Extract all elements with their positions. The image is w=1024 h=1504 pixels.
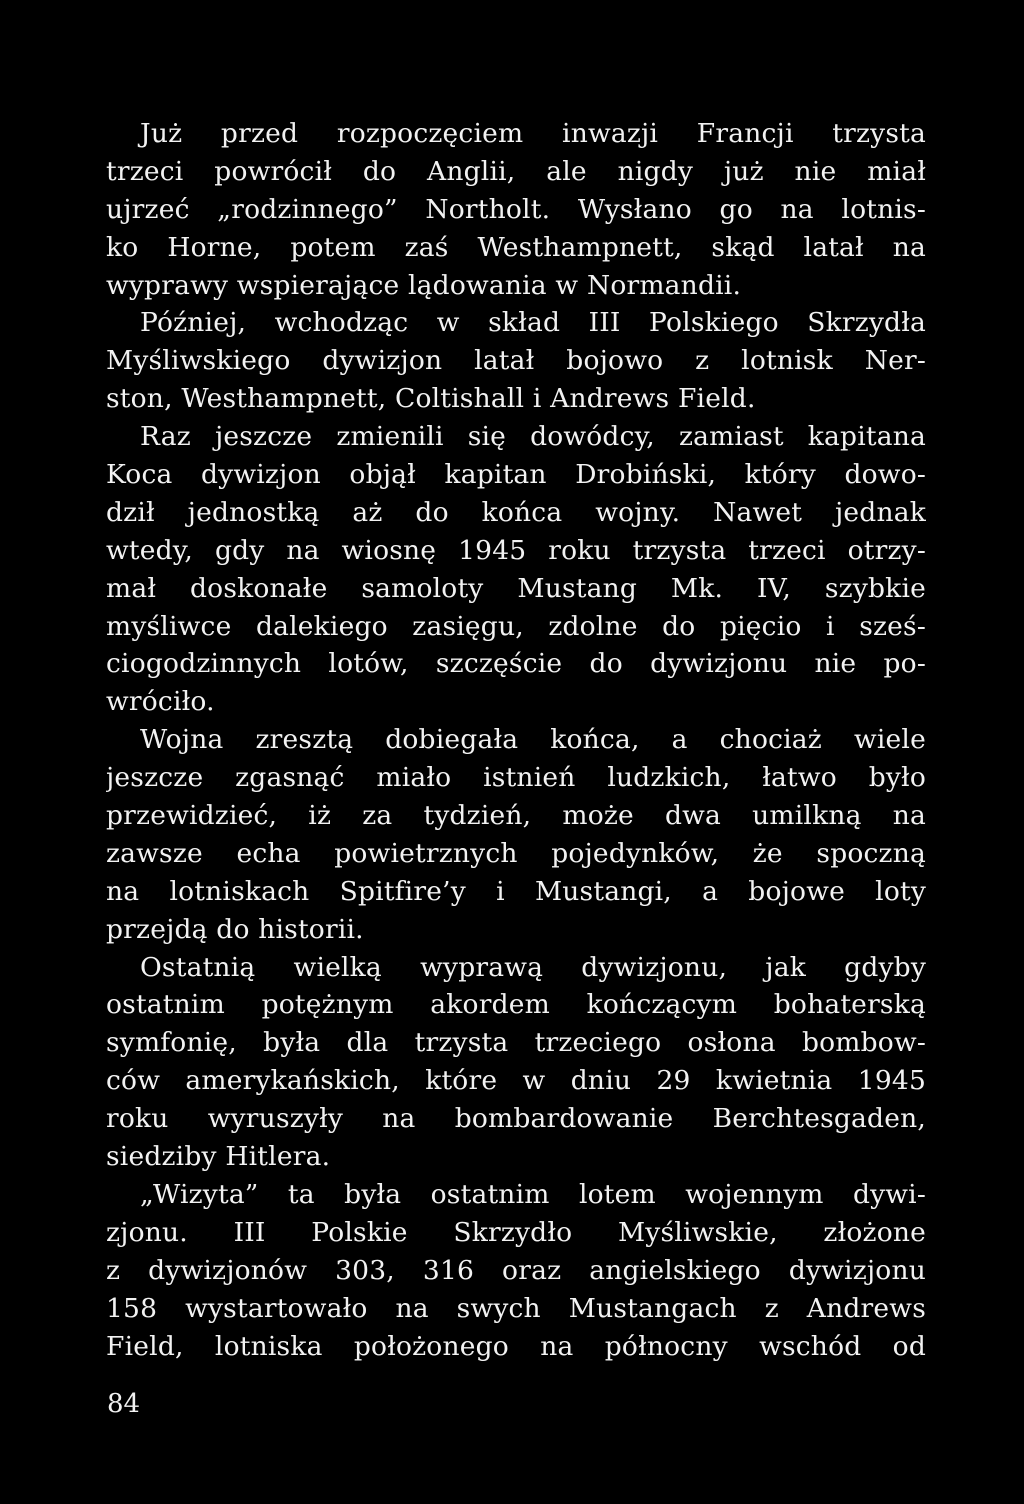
text-line: ostatnim potężnym akordem kończącym bohaterską [106,989,926,1021]
text-line: Raz jeszcze zmienili się dowódcy, zamiast kapitana [140,421,926,453]
text-line: ców amerykańskich, które w dniu 29 kwietnia 1945 [106,1065,926,1097]
text-line: siedziby Hitlera. [106,1141,331,1173]
body-text [106,115,926,1365]
text-line: wtedy, gdy na wiosnę 1945 roku trzysta trzeci otrzy- [106,534,926,566]
text-line: mał doskonałe samoloty Mustang Mk. IV, szybkie [106,572,926,604]
text-line: „Wizyta” ta była ostatnim lotem wojennym dywi- [140,1178,926,1210]
text-line: roku wyruszyły na bombardowanie Berchtesgaden, [106,1103,926,1135]
text-line: na lotniskach Spitfire’y i Mustangi, a bojowe loty [106,875,926,907]
text-line: zjonu. III Polskie Skrzydło Myśliwskie, złożone [106,1216,926,1248]
text-line: Wojna zresztą dobiegała końca, a chociaż wiele [140,724,926,756]
text-line: ko Horne, potem zaś Westhampnett, skąd latał na [106,231,926,263]
text-line: trzeci powrócił do Anglii, ale nigdy już nie miał [106,155,926,187]
text-line: jeszcze zgasnąć miało istnień ludzkich, łatwo było [106,762,926,794]
text-line: przejdą do historii. [106,913,364,945]
text-line: dził jednostką aż do końca wojny. Nawet jednak [106,496,926,528]
text-line: z dywizjonów 303, 316 oraz angielskiego dywizjonu [106,1254,926,1286]
text-line: Myśliwskiego dywizjon latał bojowo z lotnisk Ner- [106,345,926,377]
text-line: zawsze echa powietrznych pojedynków, że spoczną [106,837,926,869]
page-number: 84 [107,1389,141,1419]
text-line: przewidzieć, iż za tydzień, może dwa umilkną na [106,800,926,832]
text-line: Później, wchodząc w skład III Polskiego Skrzydła [140,307,926,339]
text-line: symfonię, była dla trzysta trzeciego osłona bombow- [106,1027,926,1059]
text-line: ujrzeć „rodzinnego” Northolt. Wysłano go na lotnis- [106,193,926,225]
text-line: 158 wystartowało na swych Mustangach z Andrews [106,1292,926,1324]
text-line: Field, lotniska położonego na północny wschód od [106,1330,926,1362]
text-line: Już przed rozpoczęciem inwazji Francji trzysta [140,118,926,149]
text-line: Koca dywizjon objął kapitan Drobiński, który dowo- [106,459,926,491]
text-line: myśliwce dalekiego zasięgu, zdolne do pięcio i sześ- [106,610,926,642]
text-line: wyprawy wspierające lądowania w Normandii. [106,269,742,301]
text-line: Ostatnią wielką wyprawą dywizjonu, jak gdyby [140,951,926,983]
text-line: wróciło. [106,686,215,718]
text-line: ciogodzinnych lotów, szczęście do dywizjonu nie po- [106,648,926,680]
text-line: ston, Westhampnett, Coltishall i Andrews Field. [106,383,756,415]
